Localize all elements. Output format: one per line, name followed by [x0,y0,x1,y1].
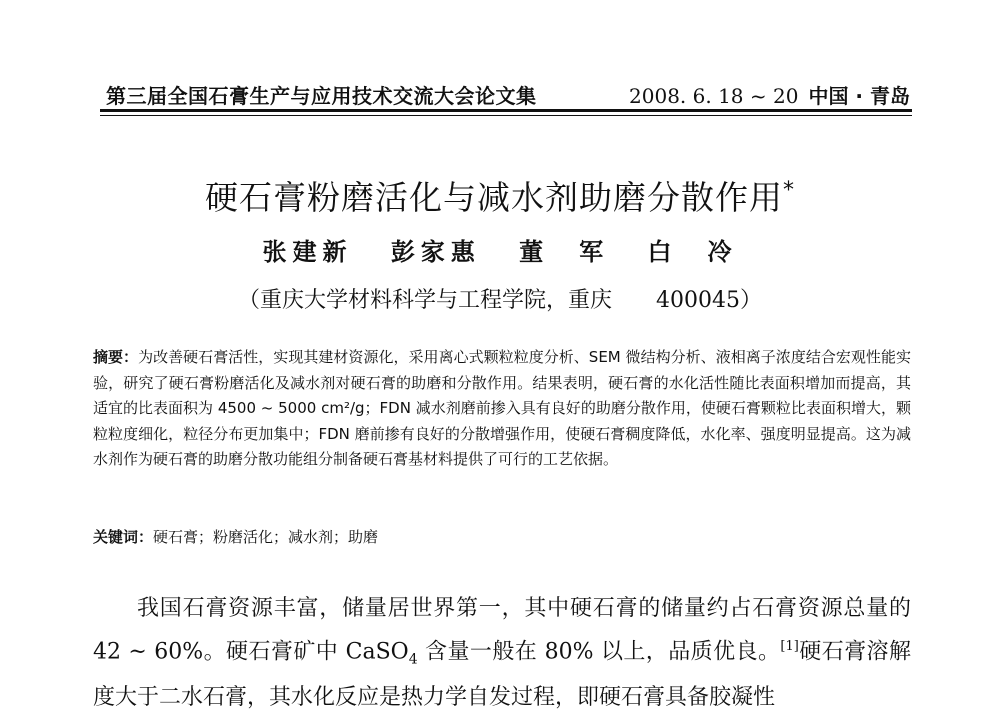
running-header [100,80,912,112]
header-rule-thin [100,115,912,116]
conference-date: 2008. 6. 18 ~ 20 [629,84,799,108]
keywords-label: 关键词： [93,528,154,546]
conference-date-place [629,80,910,109]
title-footnote-mark: * [783,178,795,203]
affiliation: （重庆大学材料科学与工程学院，重庆 400045） [238,288,762,313]
header-rule-thick [100,109,912,112]
body-text-part: 我国石膏资源丰富，储量居世界第一，其中硬石膏的储量约占石膏资源总量的 42 ~ 60%。硬石膏矿中 CaSO [93,596,911,665]
body-paragraph [93,590,911,717]
proceedings-title: 第三届全国石膏生产与应用技术交流大会论文集 [106,84,537,108]
citation-ref: [1] [780,639,799,654]
paper-title-text: 硬石膏粉磨活化与减水剂助磨分散作用 [205,178,783,217]
author-list [0,232,1000,267]
author: 白 冷 [647,237,738,266]
abstract [93,345,911,473]
abstract-text: 为改善硬石膏活性，实现其建材资源化，采用离心式颗粒粒度分析、SEM 微结构分析、液相离子浓度结合宏观性能实验，研究了硬石膏粉磨活化及减水剂对硬石膏的助磨和分散作用。结果表明，硬石膏的水化活性随比表面积增加而提高，其适宜的比表面积为 4500 ~ 5000 cm²/g；FDN 减水剂磨前掺入具有良好的助磨分散作用，使硬石膏颗粒比表面积增大，颗粒粒度细化，粒径分布更加集中；FDN 磨前掺有良好的分散增强作用，使硬石膏稠度降低，水化率、强度明显提高。这为减水剂作为硬石膏的助磨分散功能组分制备硬石膏基材料提供了可行的工艺依据。 [93,348,911,468]
keywords-text: 硬石膏；粉磨活化；减水剂；助磨 [153,528,379,546]
formula-subscript: 4 [408,651,418,668]
body-text-part: 含量一般在 80% 以上，品质优良。 [417,639,781,665]
paper-title [0,172,1000,219]
conference-place: 中国 · 青岛 [808,84,910,108]
body-text-part: 硬石膏溶解度大于二水石膏，其水化反应是热力学自发过程，即硬石膏具备胶凝性 [93,639,911,710]
abstract-label: 摘要： [93,348,139,366]
author: 彭家惠 [390,237,481,266]
author: 董 军 [519,237,610,266]
keywords [93,526,911,547]
author: 张建新 [262,237,353,266]
